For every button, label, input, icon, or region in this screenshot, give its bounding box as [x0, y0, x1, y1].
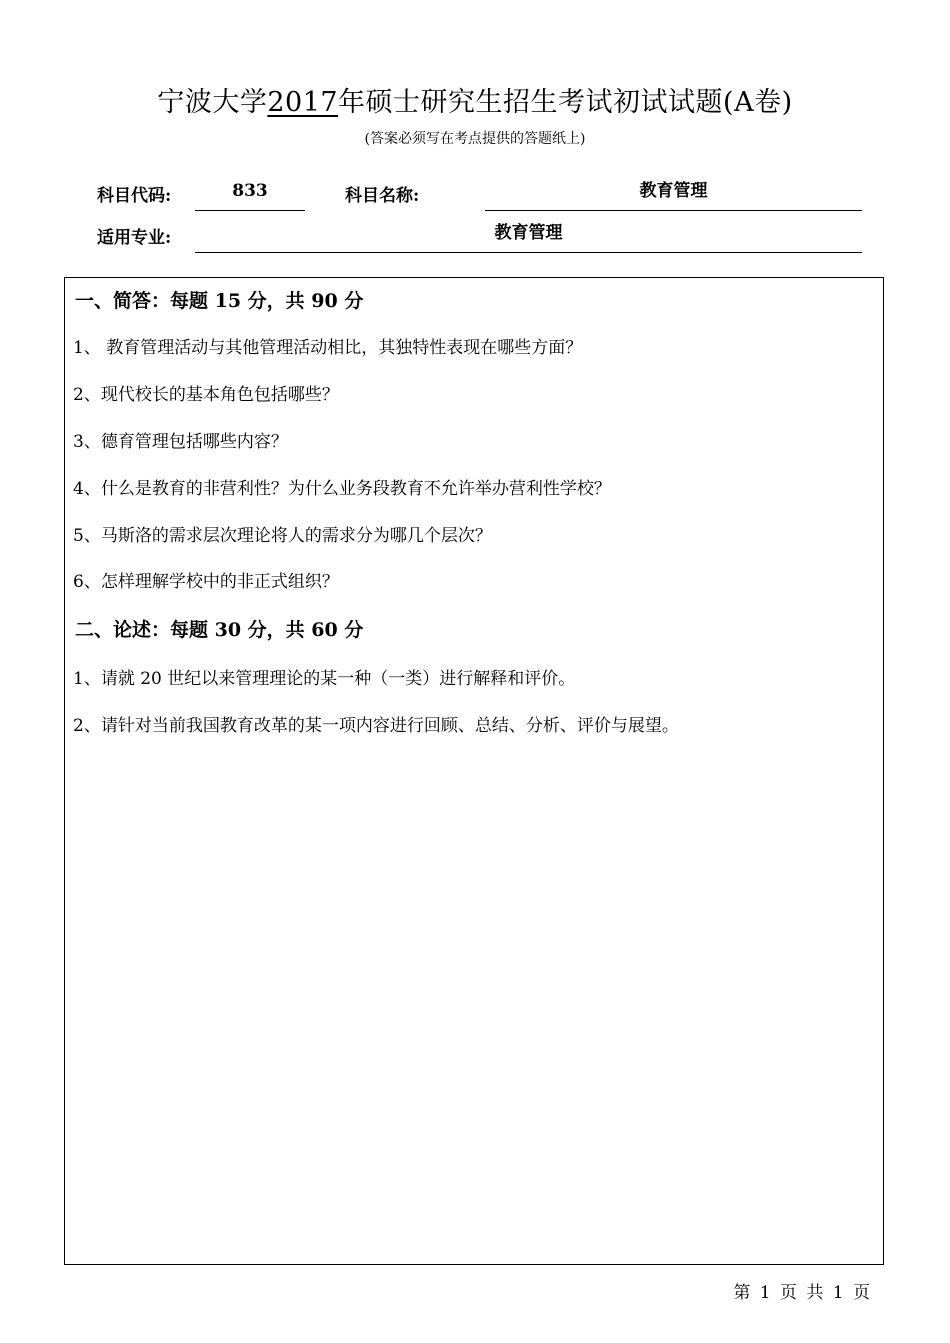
- exam-title: [0, 80, 950, 119]
- answer-instruction: (答案必须写在考点提供的答题纸上): [364, 131, 586, 147]
- title-year: 2017: [267, 87, 339, 118]
- major-value: 教育管理: [195, 221, 862, 253]
- section-1-heading: 一、简答：每题 15 分，共 90 分: [75, 290, 364, 312]
- question-1-2: 2、现代校长的基本角色包括哪些？: [73, 385, 339, 405]
- question-1-5: 5、马斯洛的需求层次理论将人的需求分为哪几个层次？: [73, 526, 492, 546]
- question-2-1: 1、请就 20 世纪以来管理理论的某一种（一类）进行解释和评价。: [73, 669, 576, 689]
- section-2-heading: 二、论述：每题 30 分，共 60 分: [75, 619, 364, 641]
- questions-box: [64, 277, 884, 1265]
- question-1-4: 4、什么是教育的非营利性？为什么业务段教育不允许举办营利性学校？: [73, 479, 611, 499]
- subject-name-value: 教育管理: [485, 179, 862, 211]
- major-label: 适用专业:: [97, 228, 172, 248]
- question-1-6: 6、怎样理解学校中的非正式组织？: [73, 572, 339, 592]
- question-2-2: 2、请针对当前我国教育改革的某一项内容进行回顾、总结、分析、评价与展望。: [73, 716, 679, 736]
- subject-name-label: 科目名称:: [345, 186, 420, 206]
- subject-code-label: 科目代码:: [97, 186, 172, 206]
- page-number: 第 1 页 共 1 页: [733, 1283, 870, 1303]
- question-1-3: 3、德育管理包括哪些内容？: [73, 432, 288, 452]
- title-rest: 年硕士研究生招生考试初试试题(A卷): [338, 87, 793, 118]
- question-1-1: 1、 教育管理活动与其他管理活动相比，其独特性表现在哪些方面？: [73, 338, 583, 358]
- title-school: 宁波大学: [157, 87, 268, 118]
- subject-code-value: 833: [195, 179, 305, 211]
